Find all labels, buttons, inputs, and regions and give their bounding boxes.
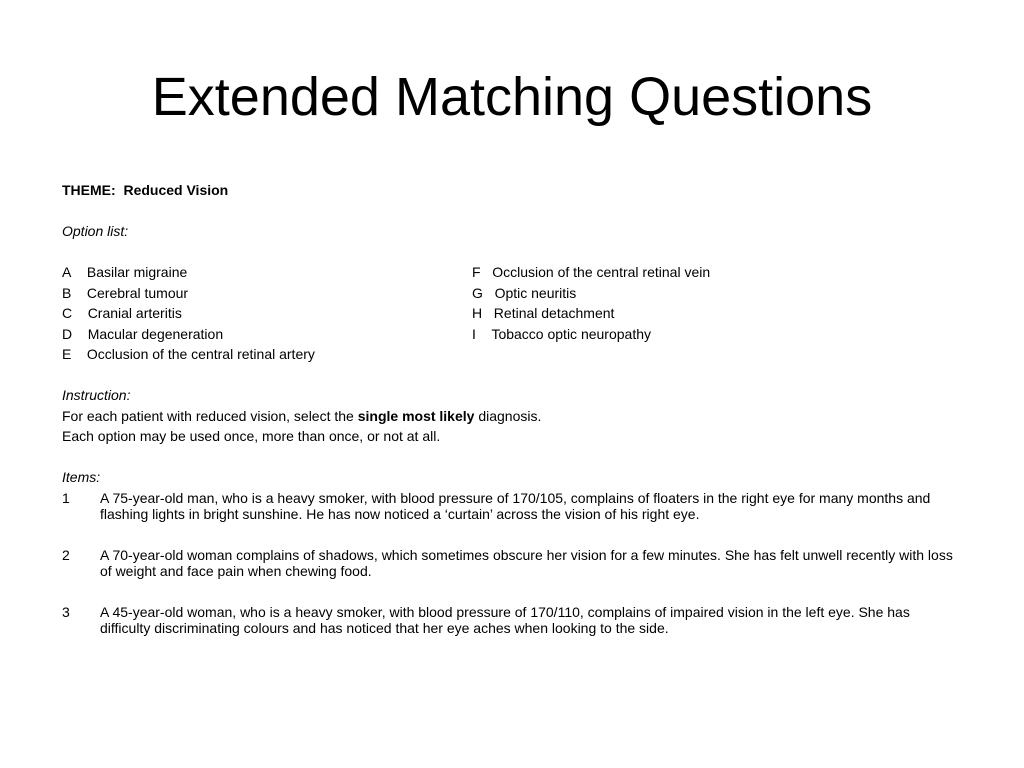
- option-letter: B: [62, 284, 72, 301]
- theme-label: THEME:: [62, 182, 116, 198]
- option-letter: G: [472, 284, 483, 301]
- question-item: [62, 547, 962, 580]
- option-text: Tobacco optic neuropathy: [491, 325, 652, 342]
- option-letter: E: [62, 346, 72, 362]
- option-letter: A: [62, 264, 72, 280]
- option-letter: C: [62, 305, 73, 321]
- option-text: Optic neuritis: [494, 284, 577, 301]
- slide-body: [62, 180, 962, 661]
- option-column-left: [62, 262, 462, 365]
- option-item: [472, 303, 872, 324]
- option-letter: H: [472, 305, 483, 321]
- item-text: A 45-year-old woman, who is a heavy smoker, with blood pressure of 170/110, complains of impaired vision in the left eye. She has difficulty discriminating colours and has noticed that her eye aches when looking to the side.: [100, 603, 910, 636]
- items-label: Items:: [62, 469, 101, 485]
- option-text: Retinal detachment: [493, 305, 615, 321]
- option-item: [472, 262, 872, 283]
- theme-value: Reduced Vision: [123, 182, 229, 198]
- option-text: Macular degeneration: [87, 325, 224, 342]
- option-list: [62, 262, 962, 365]
- item-text: A 70-year-old woman complains of shadows, which sometimes obscure her vision for a few minutes. She has felt unwell recently with loss of weight and face pain when chewing food.: [100, 546, 953, 579]
- option-item: [62, 344, 462, 365]
- option-text: Cranial arteritis: [87, 305, 182, 321]
- item-text: A 75-year-old man, who is a heavy smoker, with blood pressure of 170/105, complains of floaters in the right eye for many months and flashing lights in bright sunshine. He has now noticed a ‘curtain’ across the vision of his right eye.: [100, 489, 931, 522]
- item-number: 3: [62, 603, 70, 620]
- option-list-label: Option list:: [62, 223, 129, 239]
- option-item: [472, 324, 872, 345]
- slide-title: Extended Matching Questions: [151, 67, 873, 127]
- instruction-emphasis: single most likely: [357, 407, 475, 424]
- item-number: 1: [62, 489, 70, 506]
- instruction-label: Instruction:: [62, 387, 131, 403]
- instruction-line-1: [62, 406, 962, 427]
- option-letter: D: [62, 325, 73, 342]
- theme-line: [62, 180, 962, 201]
- option-text: Basilar migraine: [86, 264, 188, 280]
- option-item: [62, 262, 462, 283]
- option-letter: I: [472, 325, 476, 342]
- instruction-text: diagnosis.: [474, 407, 542, 424]
- spacer: [62, 242, 962, 263]
- item-number: 2: [62, 546, 70, 563]
- question-item: [62, 604, 962, 637]
- option-item: [62, 324, 462, 345]
- option-text: Occlusion of the central retinal vein: [492, 264, 711, 280]
- option-item: [62, 283, 462, 304]
- option-item: [472, 283, 872, 304]
- option-column-right: [472, 262, 872, 344]
- option-text: Cerebral tumour: [86, 284, 189, 301]
- spacer: [62, 365, 962, 386]
- instruction-text: For each patient with reduced vision, select the: [62, 407, 358, 424]
- spacer: [62, 447, 962, 468]
- instruction-line-2: Each option may be used once, more than once, or not at all.: [62, 428, 441, 444]
- question-item: [62, 490, 962, 523]
- option-item: [62, 303, 462, 324]
- option-letter: F: [472, 264, 481, 280]
- option-text: Occlusion of the central retinal artery: [86, 346, 315, 362]
